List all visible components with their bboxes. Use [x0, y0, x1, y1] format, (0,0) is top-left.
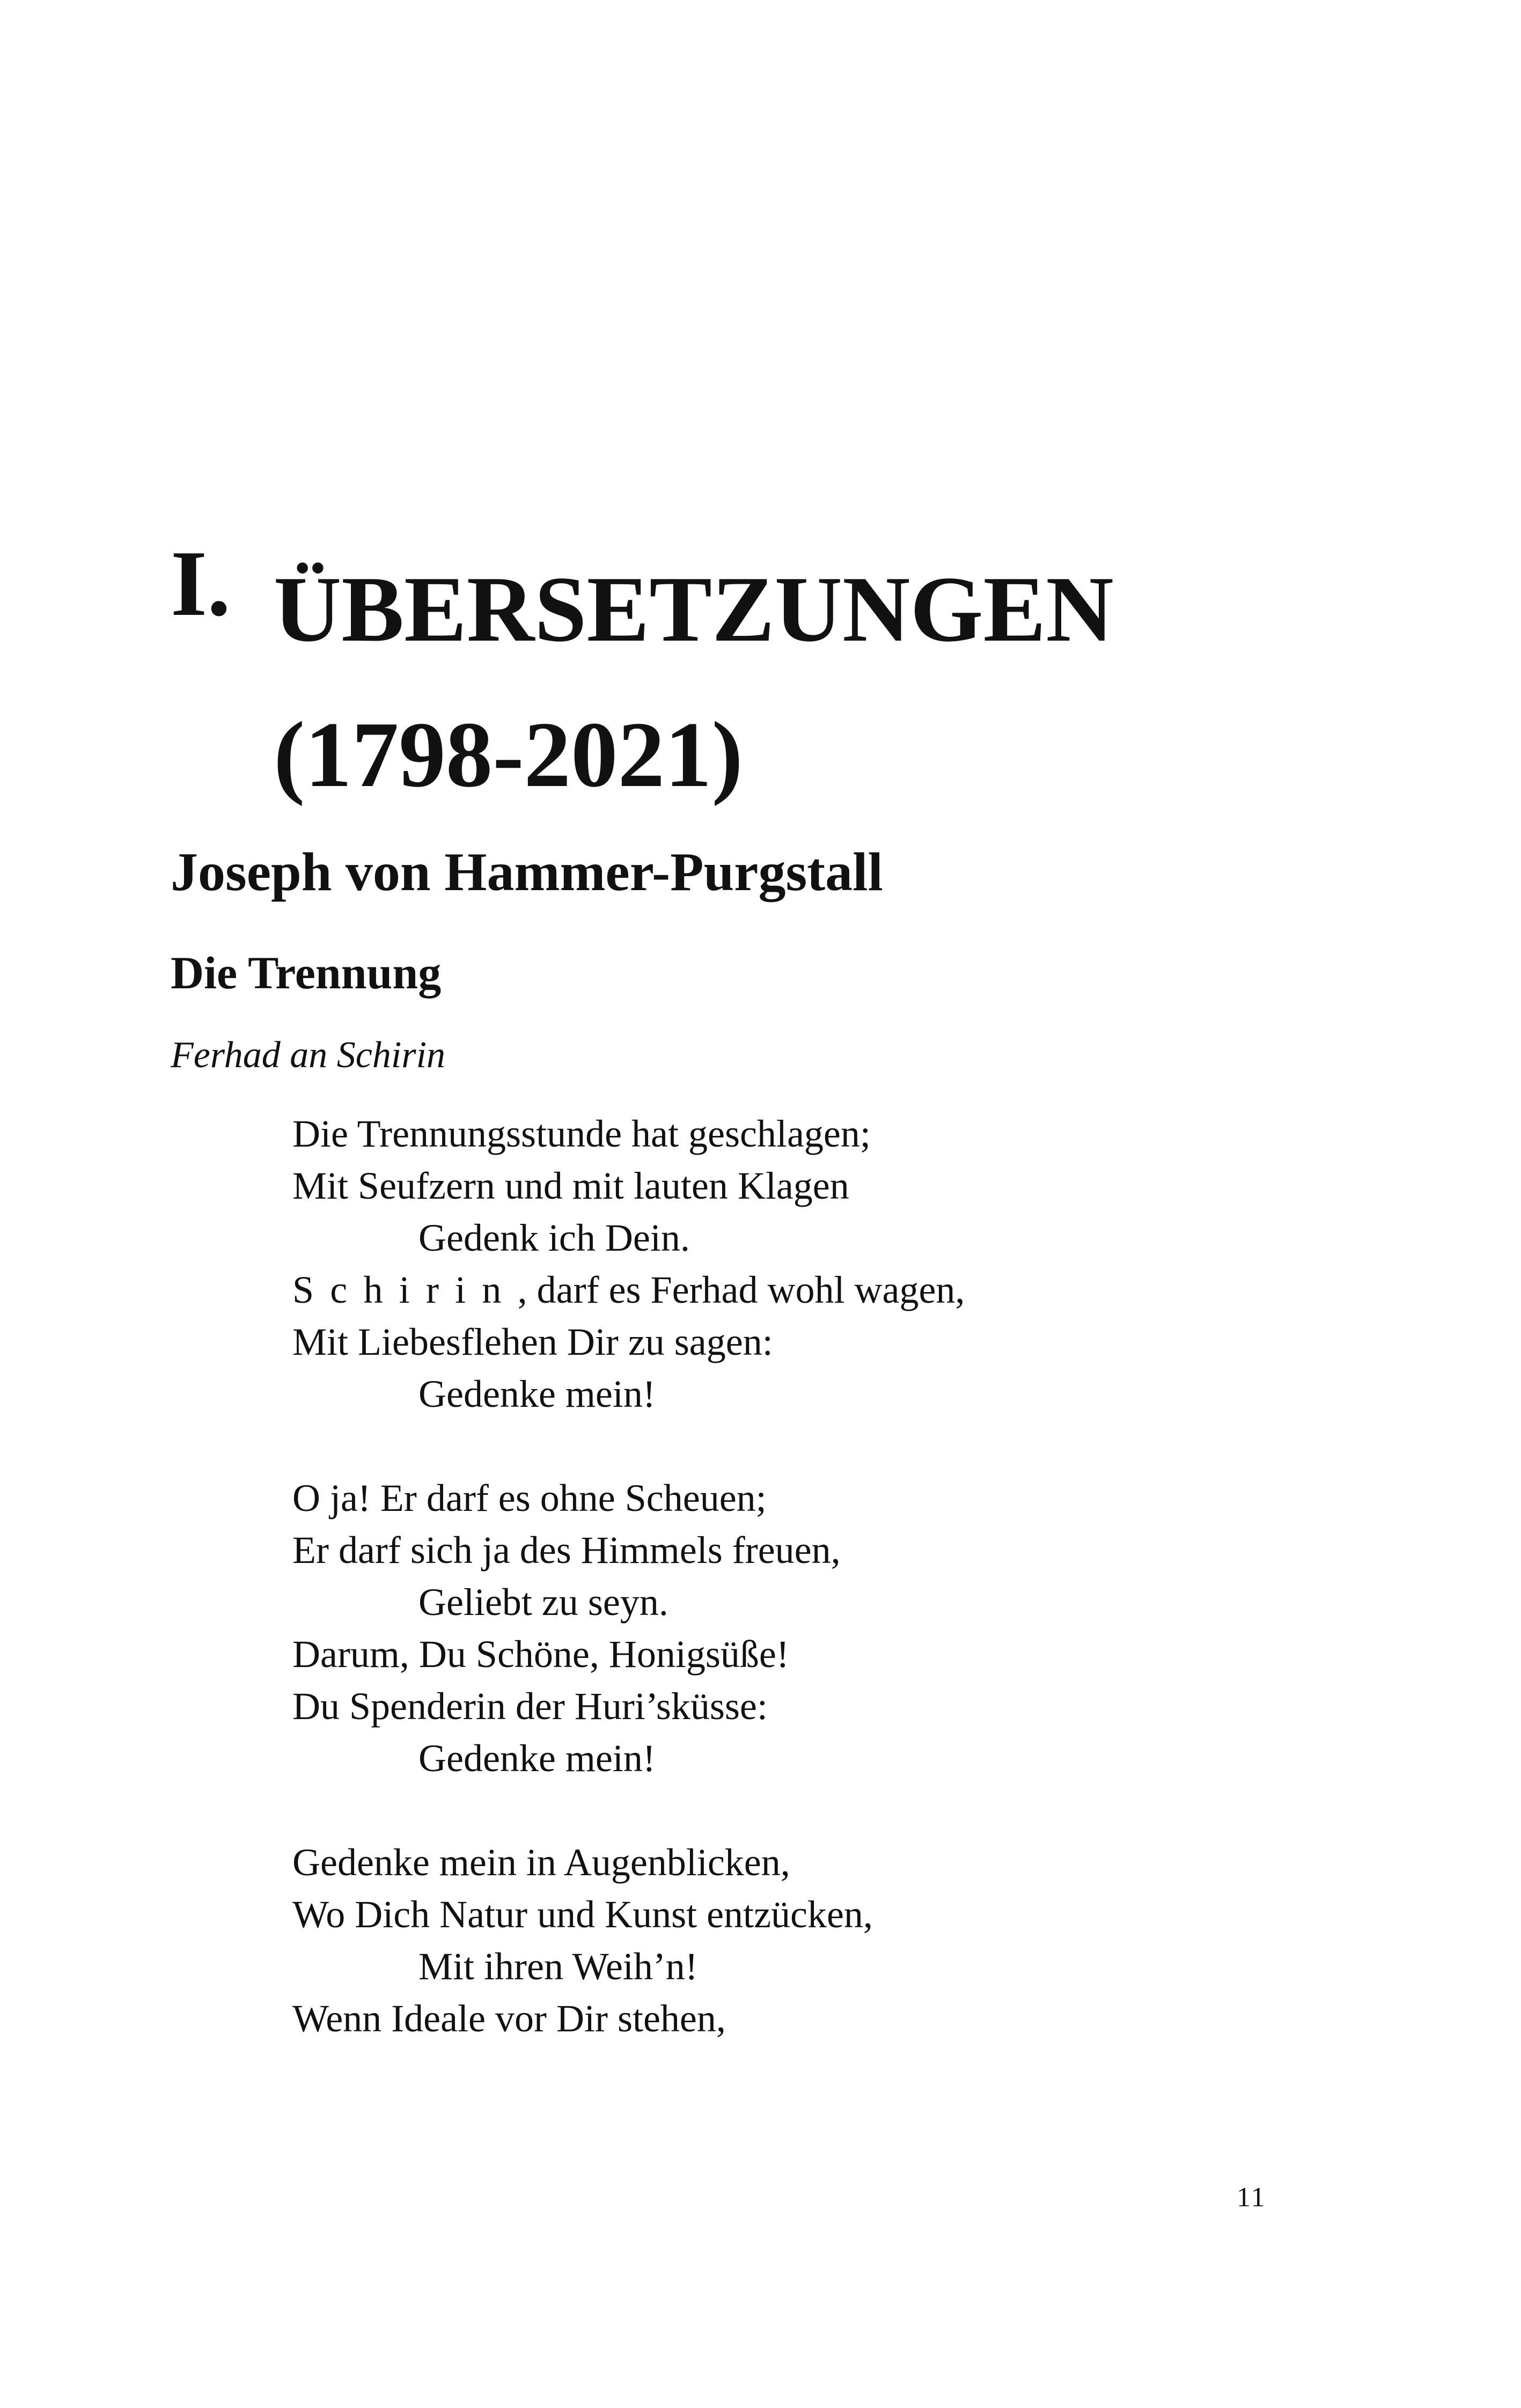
verse-refrain: Gedenk ich Dein.	[418, 1216, 690, 1259]
stanza-1	[292, 1108, 965, 1420]
verse-line-rest: , darf es Ferhad wohl wagen,	[517, 1268, 965, 1311]
poem-subtitle: Ferhad an Schirin	[171, 1034, 446, 1076]
verse-refrain: Gedenke mein!	[418, 1372, 656, 1415]
poem-title: Die Trennung	[171, 947, 442, 999]
verse-line: Wenn Ideale vor Dir stehen,	[292, 1997, 726, 2040]
chapter-number: I.	[171, 531, 231, 635]
chapter-title	[274, 537, 1114, 828]
verse-line: Er darf sich ja des Himmels freuen,	[292, 1529, 841, 1572]
verse-line: Du Spenderin der Huri’sküsse:	[292, 1685, 768, 1728]
verse-line: Darum, Du Schöne, Honigsüße!	[292, 1633, 789, 1676]
chapter-title-line-1: ÜBERSETZUNGEN	[274, 557, 1114, 661]
chapter-title-line-2: (1798-2021)	[274, 702, 743, 807]
verse-line-with-name	[292, 1264, 965, 1316]
verse-line: Die Trennungsstunde hat geschlagen;	[292, 1112, 871, 1155]
verse-refrain: Gedenke mein!	[418, 1737, 656, 1780]
verse-refrain: Geliebt zu seyn.	[418, 1581, 668, 1624]
verse-refrain: Mit ihren Weih’n!	[418, 1945, 698, 1988]
verse-line: Mit Seufzern und mit lauten Klagen	[292, 1164, 849, 1207]
spaced-name: Schirin	[292, 1268, 518, 1311]
verse-line: O ja! Er darf es ohne Scheuen;	[292, 1477, 767, 1519]
author-heading: Joseph von Hammer-Purgstall	[171, 842, 883, 902]
stanza-2	[292, 1472, 965, 1785]
poem-body	[292, 1108, 965, 2097]
verse-line: Gedenke mein in Augenblicken,	[292, 1841, 790, 1884]
verse-line: Wo Dich Natur und Kunst entzücken,	[292, 1893, 873, 1936]
verse-line: Mit Liebesflehen Dir zu sagen:	[292, 1320, 773, 1363]
stanza-3	[292, 1837, 965, 2045]
page-number: 11	[1237, 2182, 1267, 2213]
